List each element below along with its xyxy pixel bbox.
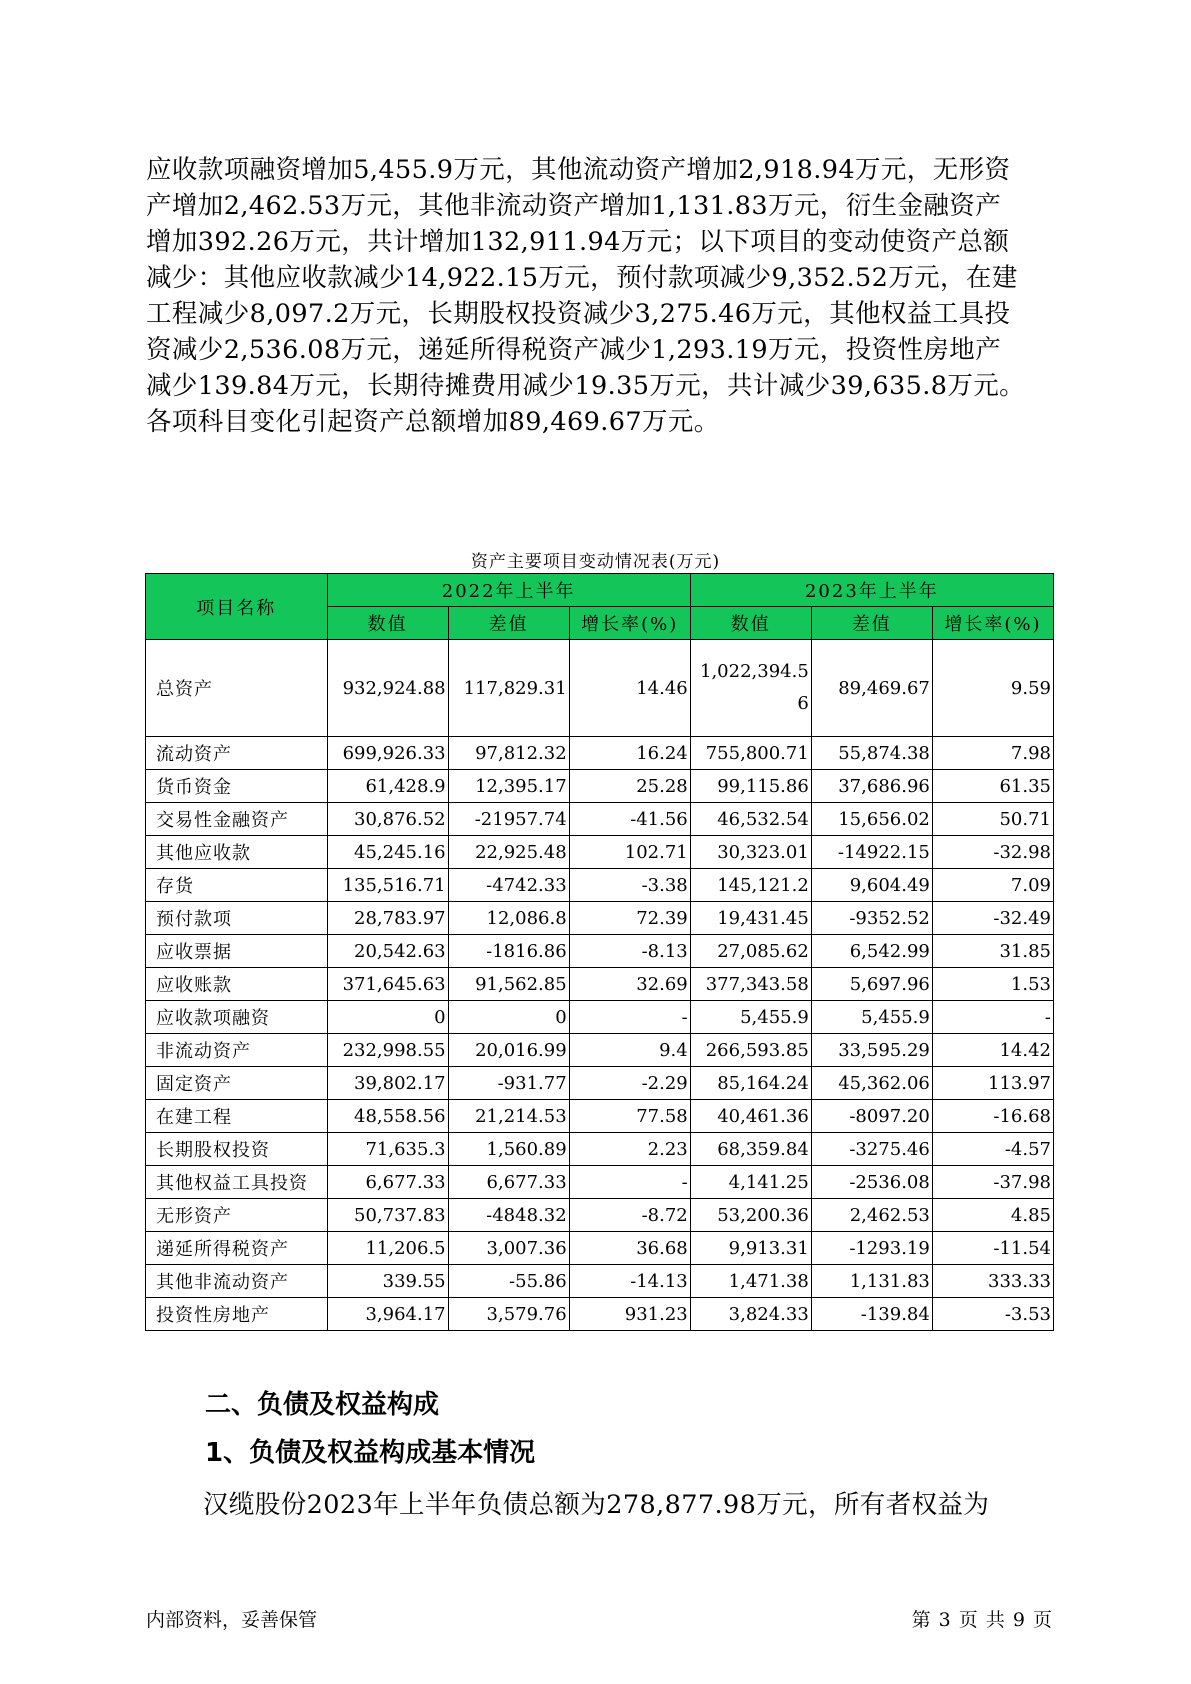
table-cell: -8097.20 xyxy=(811,1100,932,1133)
table-cell: -32.98 xyxy=(932,836,1053,869)
table-cell: 22,925.48 xyxy=(448,836,569,869)
row-label: 其他非流动资产 xyxy=(146,1265,328,1298)
table-cell: 37,686.96 xyxy=(811,770,932,803)
table-cell: 1,022,394.56 xyxy=(690,640,811,737)
table-cell: -9352.52 xyxy=(811,902,932,935)
table-cell: 932,924.88 xyxy=(327,640,448,737)
table-cell: 2,462.53 xyxy=(811,1199,932,1232)
table-cell: 135,516.71 xyxy=(327,869,448,902)
table-cell: 46,532.54 xyxy=(690,803,811,836)
body-paragraph-liabilities: 汉缆股份2023年上半年负债总额为278,877.98万元，所有者权益为 xyxy=(203,1490,990,1520)
table-cell: 20,016.99 xyxy=(448,1034,569,1067)
table-cell: 3,579.76 xyxy=(448,1298,569,1331)
table-cell: 40,461.36 xyxy=(690,1100,811,1133)
table-cell: 36.68 xyxy=(569,1232,690,1265)
table-body xyxy=(146,640,1054,1331)
table-cell: 28,783.97 xyxy=(327,902,448,935)
table-cell: 68,359.84 xyxy=(690,1133,811,1166)
paragraph-line: 资减少2,536.08万元，递延所得税资产减少1,293.19万元，投资性房地产 xyxy=(146,335,1002,365)
table-cell: 7.09 xyxy=(932,869,1053,902)
table-cell: 9,913.31 xyxy=(690,1232,811,1265)
table-cell: 12,395.17 xyxy=(448,770,569,803)
table-cell: 102.71 xyxy=(569,836,690,869)
table-cell: -21957.74 xyxy=(448,803,569,836)
table-cell: 1.53 xyxy=(932,968,1053,1001)
table-cell: 30,876.52 xyxy=(327,803,448,836)
table-row xyxy=(146,737,1054,770)
table-cell: 339.55 xyxy=(327,1265,448,1298)
row-label: 应收账款 xyxy=(146,968,328,1001)
table-cell: 113.97 xyxy=(932,1067,1053,1100)
table-cell: 61,428.9 xyxy=(327,770,448,803)
row-label: 货币资金 xyxy=(146,770,328,803)
table-cell: 232,998.55 xyxy=(327,1034,448,1067)
table-row xyxy=(146,1001,1054,1034)
table-row xyxy=(146,1232,1054,1265)
header-group-2023: 2023年上半年 xyxy=(690,574,1053,607)
table-cell: -2.29 xyxy=(569,1067,690,1100)
table-cell: 45,245.16 xyxy=(327,836,448,869)
paragraph-line: 增加392.26万元，共计增加132,911.94万元；以下项目的变动使资产总额 xyxy=(146,227,1010,257)
table-cell: 55,874.38 xyxy=(811,737,932,770)
table-row xyxy=(146,1133,1054,1166)
table-cell: 266,593.85 xyxy=(690,1034,811,1067)
table-cell: 9.59 xyxy=(932,640,1053,737)
table-row xyxy=(146,1034,1054,1067)
table-cell: 12,086.8 xyxy=(448,902,569,935)
table-cell: -11.54 xyxy=(932,1232,1053,1265)
table-cell: 931.23 xyxy=(569,1298,690,1331)
row-label: 应收票据 xyxy=(146,935,328,968)
table-cell: 25.28 xyxy=(569,770,690,803)
row-label: 其他应收款 xyxy=(146,836,328,869)
table-row xyxy=(146,1067,1054,1100)
table-row xyxy=(146,869,1054,902)
paragraph-line: 减少139.84万元，长期待摊费用减少19.35万元，共计减少39,635.8万元。 xyxy=(146,371,1026,401)
table-cell: 1,131.83 xyxy=(811,1265,932,1298)
row-label: 应收款项融资 xyxy=(146,1001,328,1034)
table-cell: 4,141.25 xyxy=(690,1166,811,1199)
table-cell: 5,455.9 xyxy=(690,1001,811,1034)
table-cell: 699,926.33 xyxy=(327,737,448,770)
table-cell: 77.58 xyxy=(569,1100,690,1133)
table-cell: 3,964.17 xyxy=(327,1298,448,1331)
table-cell: 97,812.32 xyxy=(448,737,569,770)
table-cell: 45,362.06 xyxy=(811,1067,932,1100)
table-cell: 145,121.2 xyxy=(690,869,811,902)
table-cell: 91,562.85 xyxy=(448,968,569,1001)
table-cell: 755,800.71 xyxy=(690,737,811,770)
row-label: 长期股权投资 xyxy=(146,1133,328,1166)
row-label: 交易性金融资产 xyxy=(146,803,328,836)
header-value: 数值 xyxy=(690,607,811,640)
paragraph-line: 减少：其他应收款减少14,922.15万元，预付款项减少9,352.52万元，在建 xyxy=(146,263,1018,293)
table-cell: 48,558.56 xyxy=(327,1100,448,1133)
table-cell: -8.13 xyxy=(569,935,690,968)
table-cell: 99,115.86 xyxy=(690,770,811,803)
table-cell: 14.42 xyxy=(932,1034,1053,1067)
table-row xyxy=(146,803,1054,836)
table-cell: -8.72 xyxy=(569,1199,690,1232)
table-cell: 0 xyxy=(327,1001,448,1034)
paragraph-line: 产增加2,462.53万元，其他非流动资产增加1,131.83万元，衍生金融资产 xyxy=(146,191,1002,221)
table-cell: -4848.32 xyxy=(448,1199,569,1232)
table-cell: 32.69 xyxy=(569,968,690,1001)
table-cell: 1,560.89 xyxy=(448,1133,569,1166)
table-cell: 33,595.29 xyxy=(811,1034,932,1067)
table-cell: 11,206.5 xyxy=(327,1232,448,1265)
table-row xyxy=(146,836,1054,869)
table-cell: 5,697.96 xyxy=(811,968,932,1001)
row-label: 无形资产 xyxy=(146,1199,328,1232)
table-cell: 21,214.53 xyxy=(448,1100,569,1133)
table-cell: 39,802.17 xyxy=(327,1067,448,1100)
row-label: 固定资产 xyxy=(146,1067,328,1100)
header-group-2022: 2022年上半年 xyxy=(327,574,690,607)
header-diff: 差值 xyxy=(811,607,932,640)
table-cell: -1816.86 xyxy=(448,935,569,968)
table-cell: -14922.15 xyxy=(811,836,932,869)
table-cell: 71,635.3 xyxy=(327,1133,448,1166)
table-cell: -2536.08 xyxy=(811,1166,932,1199)
table-cell: -37.98 xyxy=(932,1166,1053,1199)
table-cell: 333.33 xyxy=(932,1265,1053,1298)
header-item-name: 项目名称 xyxy=(146,574,328,640)
paragraph-line: 工程减少8,097.2万元，长期股权投资减少3,275.46万元，其他权益工具投 xyxy=(146,299,1011,329)
table-cell: 61.35 xyxy=(932,770,1053,803)
table-cell: - xyxy=(569,1166,690,1199)
table-cell: 72.39 xyxy=(569,902,690,935)
table-row xyxy=(146,902,1054,935)
header-diff: 差值 xyxy=(448,607,569,640)
table-cell: 117,829.31 xyxy=(448,640,569,737)
table-cell: 50,737.83 xyxy=(327,1199,448,1232)
table-cell: -4742.33 xyxy=(448,869,569,902)
table-cell: 85,164.24 xyxy=(690,1067,811,1100)
row-label: 递延所得税资产 xyxy=(146,1232,328,1265)
table-title: 资产主要项目变动情况表(万元) xyxy=(470,552,721,572)
table-cell: 20,542.63 xyxy=(327,935,448,968)
table-cell: 16.24 xyxy=(569,737,690,770)
footer-page-number: 第 3 页 共 9 页 xyxy=(911,1609,1053,1631)
table-cell: 53,200.36 xyxy=(690,1199,811,1232)
footer-confidential-note: 内部资料，妥善保管 xyxy=(146,1609,318,1631)
table-row xyxy=(146,1100,1054,1133)
table-cell: 15,656.02 xyxy=(811,803,932,836)
paragraph-line: 各项科目变化引起资产总额增加89,469.67万元。 xyxy=(146,407,720,437)
table-cell: -16.68 xyxy=(932,1100,1053,1133)
table-cell: - xyxy=(932,1001,1053,1034)
row-label: 在建工程 xyxy=(146,1100,328,1133)
header-growth: 增长率(%) xyxy=(569,607,690,640)
sub-heading: 1、负债及权益构成基本情况 xyxy=(205,1438,536,1468)
header-growth: 增长率(%) xyxy=(932,607,1053,640)
table-cell: 371,645.63 xyxy=(327,968,448,1001)
table-cell: 9,604.49 xyxy=(811,869,932,902)
table-cell: -1293.19 xyxy=(811,1232,932,1265)
table-cell: 31.85 xyxy=(932,935,1053,968)
table-row xyxy=(146,1298,1054,1331)
table-row xyxy=(146,935,1054,968)
row-label: 存货 xyxy=(146,869,328,902)
table-cell: 9.4 xyxy=(569,1034,690,1067)
row-label: 总资产 xyxy=(146,640,328,737)
table-cell: 377,343.58 xyxy=(690,968,811,1001)
table-cell: - xyxy=(569,1001,690,1034)
table-cell: 7.98 xyxy=(932,737,1053,770)
asset-change-table xyxy=(145,573,1054,1331)
table-cell: 6,677.33 xyxy=(448,1166,569,1199)
table-cell: -139.84 xyxy=(811,1298,932,1331)
table-cell: 2.23 xyxy=(569,1133,690,1166)
table-cell: 3,007.36 xyxy=(448,1232,569,1265)
row-label: 其他权益工具投资 xyxy=(146,1166,328,1199)
table-cell: -3.38 xyxy=(569,869,690,902)
table-cell: 0 xyxy=(448,1001,569,1034)
row-label: 预付款项 xyxy=(146,902,328,935)
paragraph-line: 应收款项融资增加5,455.9万元，其他流动资产增加2,918.94万元，无形资 xyxy=(146,155,1011,185)
table-row xyxy=(146,968,1054,1001)
table-cell: 4.85 xyxy=(932,1199,1053,1232)
table-row xyxy=(146,1199,1054,1232)
table-cell: -32.49 xyxy=(932,902,1053,935)
table-row xyxy=(146,1265,1054,1298)
table-cell: 6,542.99 xyxy=(811,935,932,968)
table-cell: 30,323.01 xyxy=(690,836,811,869)
row-label: 投资性房地产 xyxy=(146,1298,328,1331)
table-cell: 89,469.67 xyxy=(811,640,932,737)
table-cell: -3.53 xyxy=(932,1298,1053,1331)
row-label: 非流动资产 xyxy=(146,1034,328,1067)
table-cell: 6,677.33 xyxy=(327,1166,448,1199)
table-row xyxy=(146,770,1054,803)
header-value: 数值 xyxy=(327,607,448,640)
table-cell: 3,824.33 xyxy=(690,1298,811,1331)
table-cell: 14.46 xyxy=(569,640,690,737)
table-cell: 50.71 xyxy=(932,803,1053,836)
table-cell: -3275.46 xyxy=(811,1133,932,1166)
section-heading: 二、负债及权益构成 xyxy=(205,1390,440,1420)
table-cell: 5,455.9 xyxy=(811,1001,932,1034)
table-cell: -931.77 xyxy=(448,1067,569,1100)
table-cell: -55.86 xyxy=(448,1265,569,1298)
table-cell: 1,471.38 xyxy=(690,1265,811,1298)
table-cell: -41.56 xyxy=(569,803,690,836)
table-cell: 27,085.62 xyxy=(690,935,811,968)
table-cell: -4.57 xyxy=(932,1133,1053,1166)
table-row xyxy=(146,640,1054,737)
table-cell: -14.13 xyxy=(569,1265,690,1298)
row-label: 流动资产 xyxy=(146,737,328,770)
table-row xyxy=(146,1166,1054,1199)
table-cell: 19,431.45 xyxy=(690,902,811,935)
body-paragraph-assets xyxy=(146,152,1058,440)
